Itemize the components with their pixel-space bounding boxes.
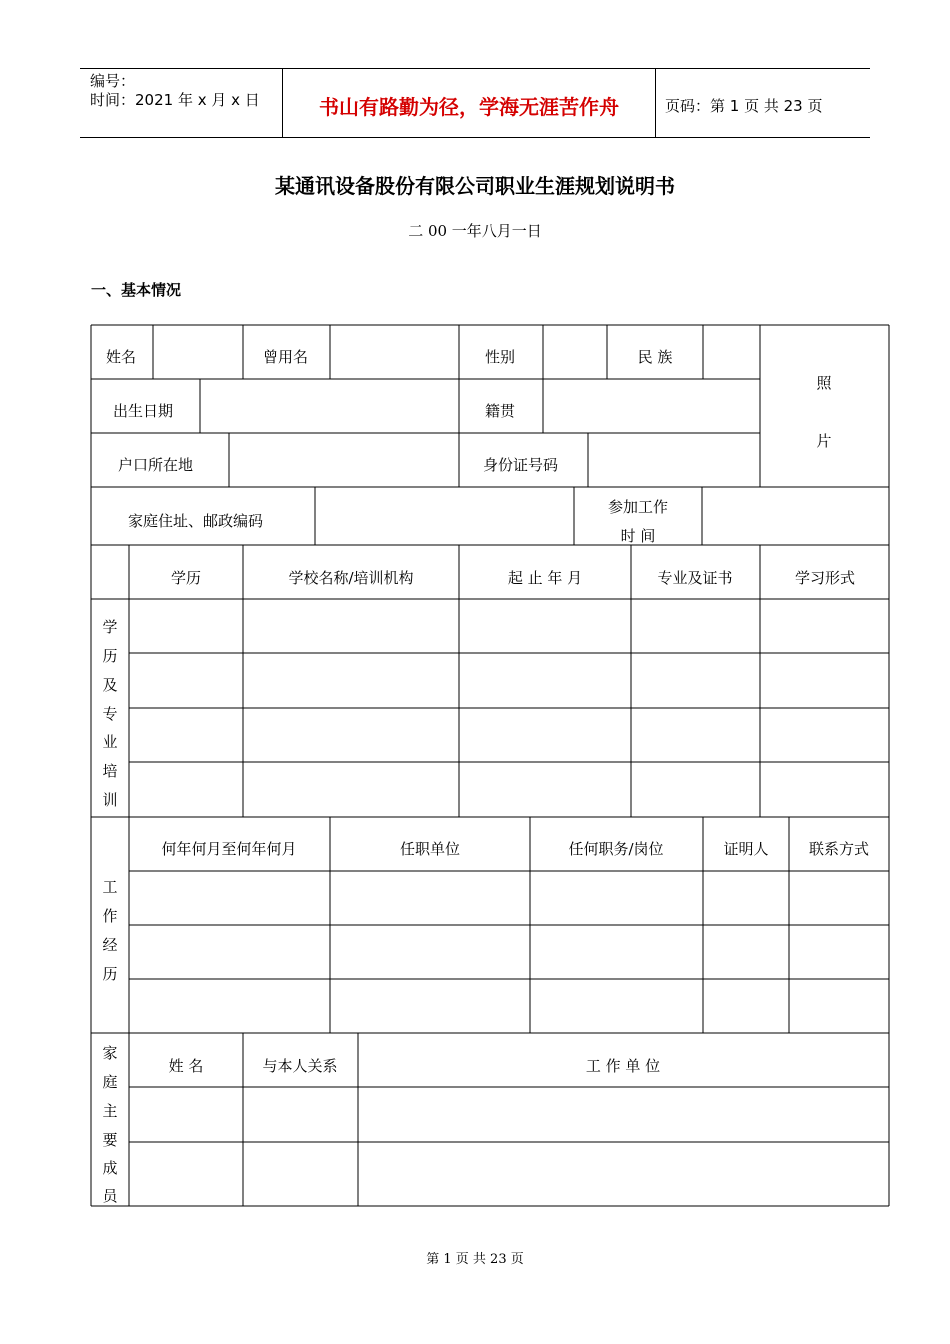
work-side-char: 经 <box>102 936 118 954</box>
work-side-char: 历 <box>102 965 118 983</box>
document-date: 二 00 一年八月一日 <box>408 222 542 240</box>
header-school: 学校名称/培训机构 <box>288 569 414 587</box>
education-side-char: 培 <box>102 762 118 780</box>
label-name: 姓名 <box>106 348 137 366</box>
header-major-cert: 专业及证书 <box>657 569 733 587</box>
header-education-level: 学历 <box>170 569 202 587</box>
label-photo-top: 照 <box>816 374 832 392</box>
education-side-char: 历 <box>102 647 118 665</box>
family-side-char: 要 <box>102 1131 118 1149</box>
label-native-place: 籍贯 <box>485 402 516 420</box>
header-motto: 书山有路勤为径，学海无涯苦作舟 <box>319 95 619 119</box>
header-family-name: 姓 名 <box>168 1057 204 1075</box>
document-title: 某通讯设备股份有限公司职业生涯规划说明书 <box>275 174 675 198</box>
label-photo-bottom: 片 <box>816 432 832 450</box>
family-side-char: 家 <box>102 1044 118 1062</box>
label-work-start-top: 参加工作 <box>607 498 669 516</box>
header-work-period: 何年何月至何年何月 <box>161 840 297 858</box>
work-side-char: 工 <box>102 878 118 896</box>
family-side-char: 庭 <box>102 1073 118 1091</box>
education-side-char: 专 <box>102 705 118 723</box>
education-side-char: 训 <box>102 791 118 809</box>
education-side-char: 学 <box>102 618 118 636</box>
label-work-start-bottom: 时 间 <box>620 527 656 545</box>
family-side-char: 成 <box>102 1159 118 1177</box>
page-footer: 第 1 页 共 23 页 <box>426 1252 524 1267</box>
header-reference: 证明人 <box>723 840 769 858</box>
family-side-char: 主 <box>102 1102 118 1120</box>
time-label: 时间：2021 年 x 月 x 日 <box>90 91 260 109</box>
header-period: 起 止 年 月 <box>507 569 583 587</box>
label-id-number: 身份证号码 <box>483 456 559 474</box>
header-study-mode: 学习形式 <box>794 569 856 587</box>
label-former-name: 曾用名 <box>263 348 309 366</box>
header-page-number: 页码：第 1 页 共 23 页 <box>665 97 823 115</box>
header-contact: 联系方式 <box>808 840 870 858</box>
header-position: 任何职务/岗位 <box>568 840 664 858</box>
work-side-char: 作 <box>102 907 118 925</box>
header-workplace: 工 作 单 位 <box>585 1057 661 1075</box>
number-label: 编号： <box>90 72 136 90</box>
section-heading: 一、基本情况 <box>91 281 182 299</box>
label-address: 家庭住址、邮政编码 <box>128 512 264 530</box>
label-birth-date: 出生日期 <box>113 402 174 420</box>
education-side-char: 业 <box>102 733 118 751</box>
label-gender: 性别 <box>485 348 516 366</box>
education-side-char: 及 <box>102 676 118 694</box>
header-relationship: 与本人关系 <box>262 1057 338 1075</box>
header-employer: 任职单位 <box>399 840 461 858</box>
label-hukou: 户口所在地 <box>118 456 194 474</box>
label-ethnicity: 民 族 <box>637 348 673 366</box>
family-side-char: 员 <box>102 1187 118 1205</box>
